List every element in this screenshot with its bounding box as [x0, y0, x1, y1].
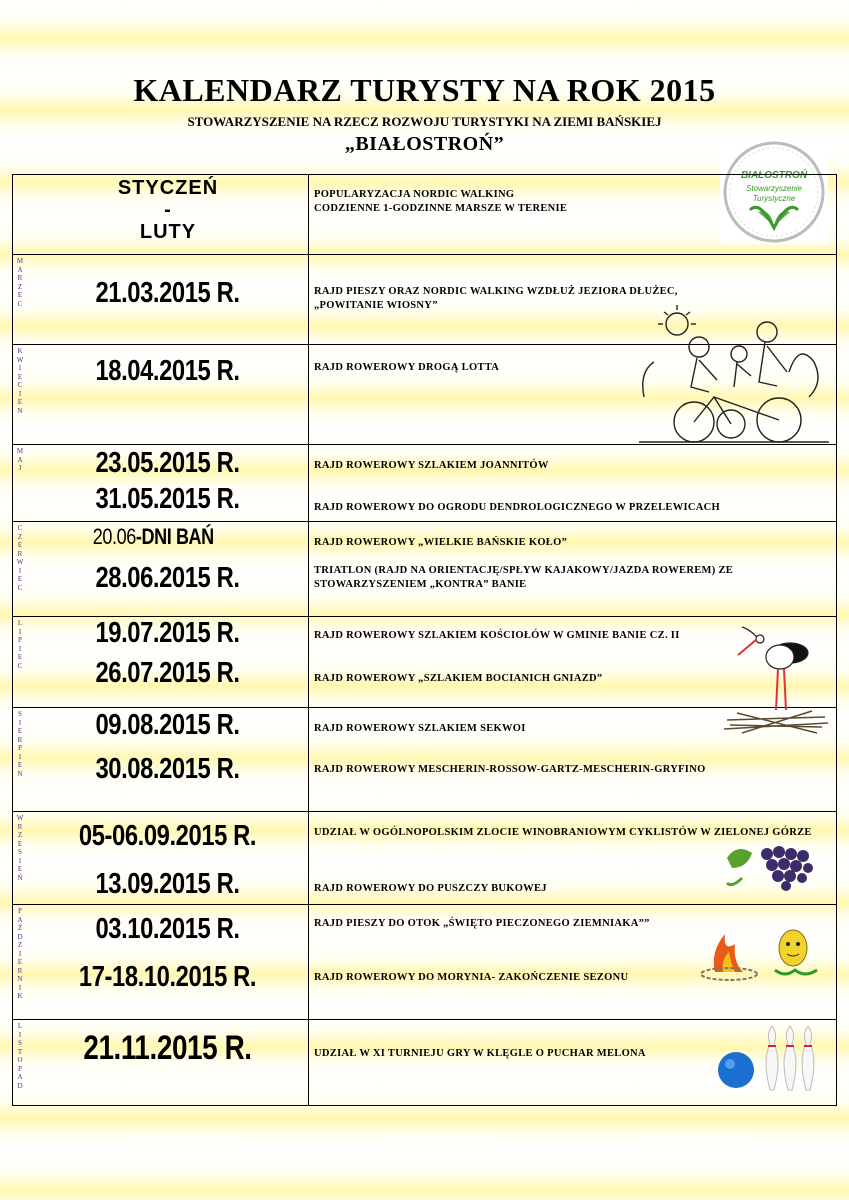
event-text: RAJD ROWEROWY „SZLAKIEM BOCIANICH GNIAZD” [314, 673, 603, 684]
event-date: 17-18.10.2015 R. [78, 961, 257, 993]
event-date: 26.07.2015 R. [95, 657, 240, 689]
calendar-row-wrzesien [13, 811, 836, 904]
month-label: L I P I E C [17, 619, 23, 670]
event-text: CODZIENNE 1-GODZINNE MARSZE W TERENIE [314, 203, 568, 214]
event-text: RAJD ROWEROWY „WIELKIE BAŃSKIE KOŁO” [314, 537, 568, 548]
event-date: 30.08.2015 R. [95, 753, 240, 785]
page-subtitle: STOWARZYSZENIE NA RZECZ ROZWOJU TURYSTYKI NA ZIEMI BAŃSKIEJ [187, 114, 662, 129]
calendar-row-lipiec [13, 616, 836, 707]
calendar-row-maj [13, 444, 836, 521]
calendar-row-styczen-luty [13, 175, 836, 254]
event-text: UDZIAŁ W XI TURNIEJU GRY W KLĘGLE O PUCHAR MELONA [314, 1048, 646, 1059]
month-label: M A J [16, 447, 24, 472]
month-label: S I E R P I E N [17, 710, 23, 778]
logo-text-2: Stowarzyszenie [745, 184, 803, 193]
period-label: STYCZEŃ - LUTY [117, 177, 219, 243]
event-text: RAJD PIESZY DO OTOK „ŚWIĘTO PIECZONEGO ZIEMNIAKA”” [314, 918, 650, 929]
month-label: M A R Z E C [16, 257, 24, 308]
event-text: RAJD ROWEROWY DROGĄ LOTTA [314, 362, 500, 373]
month-label: W R Z E S I E Ń [16, 814, 24, 882]
event-date: 19.07.2015 R. [95, 617, 240, 649]
event-text: RAJD ROWEROWY SZLAKIEM KOŚCIOŁÓW W GMINIE BANIE CZ. II [314, 630, 680, 641]
event-date: 13.09.2015 R. [95, 868, 240, 900]
event-date: 28.06.2015 R. [95, 562, 240, 594]
calendar-row-sierpien [13, 707, 836, 811]
month-label: L I S T O P A D [17, 1022, 23, 1090]
page-title: KALENDARZ TURYSTY NA ROK 2015 [133, 72, 716, 108]
event-date: 05-06.09.2015 R. [78, 820, 257, 852]
event-date: 18.04.2015 R. [95, 355, 240, 387]
event-text: RAJD PIESZY ORAZ NORDIC WALKING WZDŁUŻ JEZIORA DŁUŻEC, „POWITANIE WIOSNY” [314, 286, 678, 311]
logo-text-1: BIAŁOSTROŃ [740, 170, 808, 181]
event-text: RAJD ROWEROWY MESCHERIN-ROSSOW-GARTZ-MESCHERIN-GRYFINO [314, 764, 706, 775]
event-date: 21.03.2015 R. [95, 277, 240, 309]
month-label: C Z E R W I E C [16, 524, 24, 592]
month-label: P A Ź D Z I E R N I K [17, 907, 23, 1000]
calendar-row-czerwiec [13, 521, 836, 616]
month-label: K W I E C I E N [16, 347, 24, 415]
event-date: 23.05.2015 R. [95, 447, 240, 479]
event-text: POPULARYZACJA NORDIC WALKING [314, 189, 515, 200]
stork-nest [722, 625, 830, 739]
logo-text-3: Turystyczne [752, 194, 796, 203]
dni-ban-text: -DNI BAŃ [135, 524, 214, 549]
event-text: UDZIAŁ W OGÓLNOPOLSKIM ZLOCIE WINOBRANIOWYM CYKLISTÓW W ZIELONEJ GÓRZE [314, 827, 812, 838]
family-bicycle-drawing [639, 302, 829, 450]
dni-ban-label [93, 524, 273, 550]
event-date: 21.11.2015 R. [83, 1029, 252, 1067]
event-text: RAJD ROWEROWY DO OGRODU DENDROLOGICZNEGO W PRZELEWICACH [314, 502, 721, 513]
event-text: RAJD ROWEROWY DO MORYNIA- ZAKOŃCZENIE SEZONU [314, 972, 629, 983]
grapes [722, 838, 817, 894]
event-text: TRIATLON (RAJD NA ORIENTACJĘ/SPŁYW KAJAKOWY/JAZDA ROWEREM) ZE STOWARZYSZENIEM „KONTRA” BANIE [314, 565, 734, 590]
event-text: RAJD ROWEROWY SZLAKIEM JOANNITÓW [314, 460, 549, 471]
event-date: 09.08.2015 R. [95, 709, 240, 741]
dni-ban-date: 20.06 [92, 524, 136, 549]
event-date: 31.05.2015 R. [95, 483, 240, 515]
event-text: RAJD ROWEROWY SZLAKIEM SEKWOI [314, 723, 526, 734]
campfire-potato [695, 922, 825, 984]
association-name: „BIAŁOSTROŃ” [344, 133, 505, 155]
event-text: RAJD ROWEROWY DO PUSZCZY BUKOWEJ [314, 883, 547, 894]
event-date: 03.10.2015 R. [95, 913, 240, 945]
bowling-ball-pins [710, 1020, 820, 1094]
